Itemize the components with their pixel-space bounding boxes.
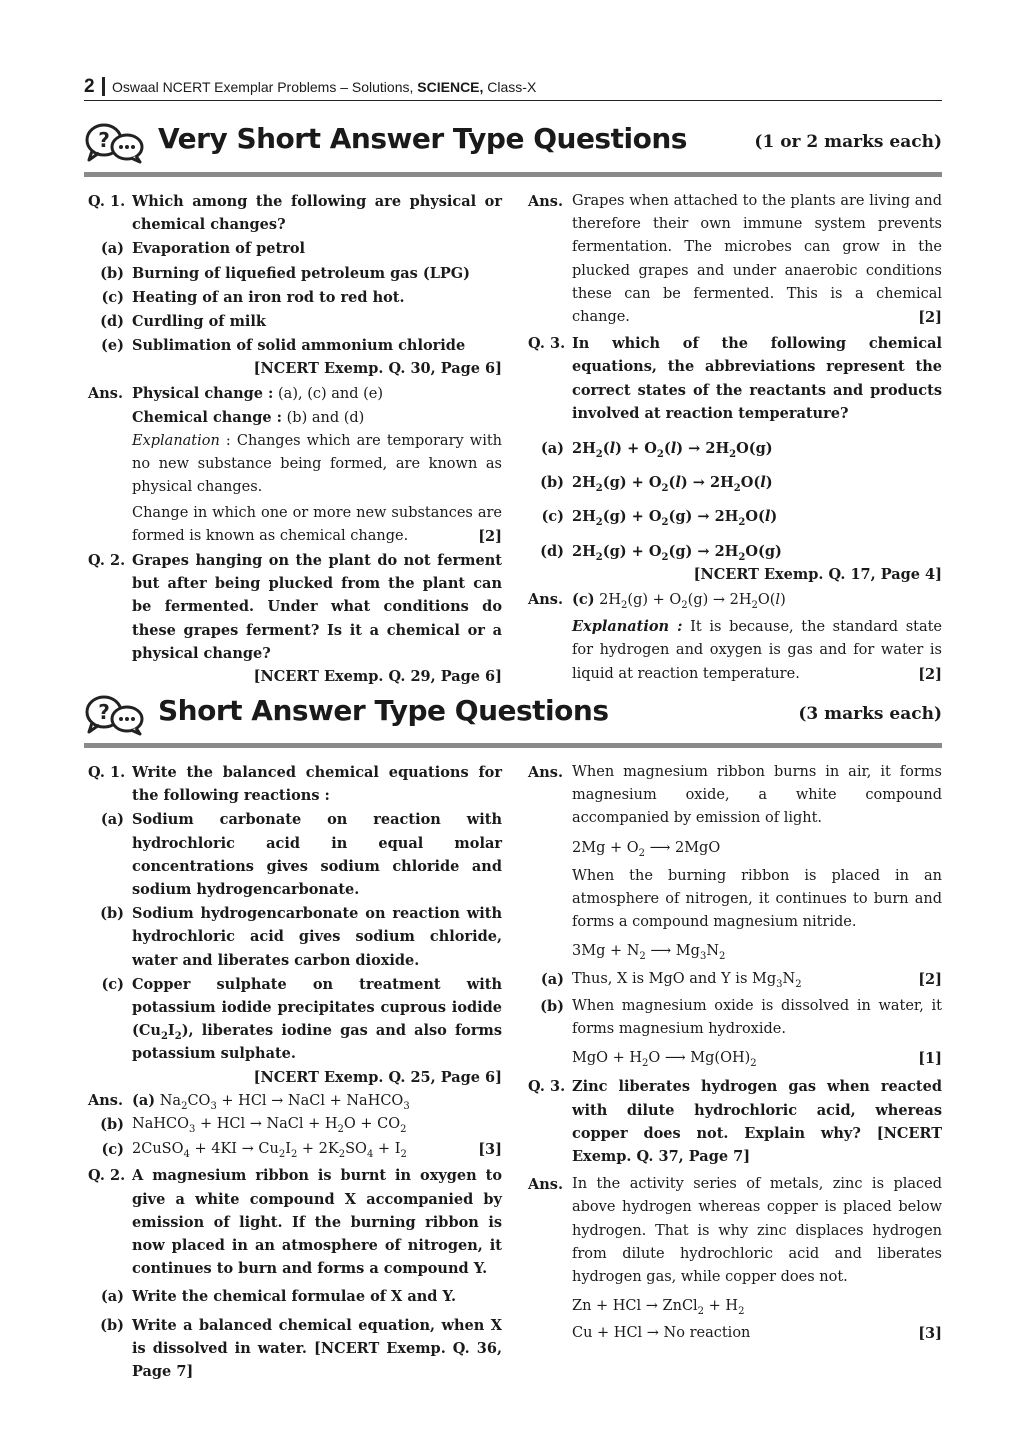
option-d: (d) Curdling of milk xyxy=(100,313,266,331)
reference: [NCERT Exemp. Q. 17, Page 4] xyxy=(693,565,942,583)
question-chat-icon xyxy=(84,694,146,736)
section-marks: (1 or 2 marks each) xyxy=(754,132,942,152)
answer-1c: (c) 2CuSO$_4$ + $4KI \to Cu_2I_2 + 2K_2SO_4 + I_2$ [3] xyxy=(101,1141,502,1161)
answer-2: Ans. When magnesium ribbon burns in air, it forms magnesium oxide, a white compound accompanied by emission of light. xyxy=(528,764,942,827)
question-3: Q. 3. In which of the following chemical equations, the abbreviations represent the correct states of the reactants and products involved at reaction temperature? xyxy=(528,335,942,422)
option-b: (b) Burning of liquefied petroleum gas (LPG) xyxy=(100,264,471,282)
equation-mgo: $2Mg + O_2$ ⟶ 2MgO xyxy=(572,839,721,859)
section2-left-column xyxy=(88,761,502,1383)
equation-b: (b) $2H_2(g) + O_2(l) \to 2H_2O(l)$ xyxy=(540,474,773,495)
equation-d: (d) $2H_2(g) + O_2(g) \to 2H_2O(g)$ xyxy=(540,542,782,563)
equation-mgoh2: MgO + $H_2O$ ⟶ $Mg(OH)_2$ [1] xyxy=(572,1050,942,1070)
option-b: (b) Sodium hydrogencarbonate on reaction with hydrochloric acid gives sodium chloride, water and liberates carbon dioxide. xyxy=(100,905,502,969)
question-3: Q. 3. Zinc liberates hydrogen gas when reacted with dilute hydrochloric acid, whereas copper does not. Explain why? [NCERT Exemp. Q. 37, Page 7] xyxy=(528,1078,942,1166)
book-title: Oswaal NCERT Exemplar Problems – Solutions, SCIENCE, Class-X xyxy=(112,79,537,95)
page-number: 2 xyxy=(84,76,95,97)
answer-1: Ans. Physical change : (a), (c) and (e) Chemical change : (b) and (d) Explanation : Changes which are temporary with no new substance being formed, are known as physical changes. Change in which one or more new substances are formed is known as chemical change. [2] xyxy=(88,384,502,545)
section1-left-column xyxy=(88,190,502,688)
equation-copper: Cu + HCl → No reaction [3] xyxy=(572,1325,942,1343)
reference: [NCERT Exemp. Q. 29, Page 6] xyxy=(253,668,502,686)
header-divider xyxy=(102,77,105,96)
answer-2b: (b) When magnesium oxide is dissolved in water, it forms magnesium hydroxide. xyxy=(540,997,942,1038)
answer-2: Ans. Grapes when attached to the plants are living and therefore their own immune system prevents fermentation. The microbes can grow in the plucked grapes and under anaerobic conditions these can be fermented. This is a chemical change. [2] xyxy=(528,193,942,327)
equation-a: (a) $2H_2(l) + O_2(l) \to 2H_2O(g)$ xyxy=(540,440,773,460)
section-marks: (3 marks each) xyxy=(798,704,942,724)
section-title: Short Answer Type Questions xyxy=(158,694,609,727)
question-2: Q. 2. Grapes hanging on the plant do not ferment but after being plucked from the plant can be fermented. Under what conditions do these grapes ferment? Is it a chemical or a physical change? xyxy=(88,552,502,662)
option-a: (a) Write the chemical formulae of X and Y. xyxy=(100,1288,457,1306)
section-title: Very Short Answer Type Questions xyxy=(158,122,687,155)
question-1: Q. 1. Which among the following are physical or chemical changes? xyxy=(88,193,502,234)
section-header-short xyxy=(84,690,942,742)
reference: [NCERT Exemp. Q. 30, Page 6] xyxy=(253,360,502,378)
answer-3: Ans. (c) $2H_2(g) + O_2(g) \to 2H_2O(l)$ Explanation : It is because, the standard state for hydrogen and oxygen is gas and for water is liquid at reaction temperature. [2] xyxy=(528,591,943,683)
running-header xyxy=(84,76,942,101)
section-rule xyxy=(84,743,942,748)
option-b: (b) Write a balanced chemical equation, when X is dissolved in water. [NCERT Exemp. Q. 36, Page 7] xyxy=(100,1316,502,1381)
equation-c: (c) $2H_2(g) + O_2(g) \to 2H_2O(l)$ xyxy=(541,508,778,529)
option-c: (c) Copper sulphate on treatment with potassium iodide precipitates cuprous iodide $(Cu_2I_2)$, liberates iodine gas and also forms potassium sulphate. xyxy=(101,975,502,1063)
section1-right-column xyxy=(528,190,942,686)
svg-text:?: ? xyxy=(98,700,110,724)
equation-zinc: Zn + HCl → ZnCl$_2$ + $H_2$ xyxy=(572,1298,745,1318)
svg-text:?: ? xyxy=(98,128,110,152)
option-a: (a) Evaporation of petrol xyxy=(100,240,306,258)
answer-2a: (a) Thus, X is MgO and Y is $Mg_3N_2$ [2] xyxy=(540,970,942,990)
question-1: Q. 1. Write the balanced chemical equations for the following reactions : xyxy=(88,764,502,805)
option-a: (a) Sodium carbonate on reaction with hydrochloric acid in equal molar concentrations gives sodium chloride and sodium hydrogencarbonate. xyxy=(100,811,502,899)
answer-1: Ans. (a) $Na_2CO_3$ + HCl → NaCl + NaHCO$_3$ xyxy=(88,1091,410,1112)
question-chat-icon xyxy=(84,122,146,164)
question-2: Q. 2. A magnesium ribbon is burnt in oxygen to give a white compound X accompanied by emission of light. If the burning ribbon is now placed in an atmosphere of nitrogen, it continues to burn and forms a compound Y. xyxy=(88,1167,502,1278)
section-rule xyxy=(84,172,942,177)
section-header-very-short xyxy=(84,118,942,170)
option-e: (e) Sublimation of solid ammonium chloride xyxy=(101,337,466,355)
answer-3: Ans. In the activity series of metals, zinc is placed above hydrogen whereas copper is placed below hydrogen. That is why zinc displaces hydrogen from dilute hydrochloric acid and liberates hydrogen gas, while copper does not. xyxy=(528,1176,942,1286)
option-c: (c) Heating of an iron rod to red hot. xyxy=(101,288,405,306)
reference: [NCERT Exemp. Q. 25, Page 6] xyxy=(253,1068,502,1086)
section2-right-column xyxy=(528,761,942,1346)
equation-mg3n2: $3Mg + N_2$ ⟶ $Mg_3N_2$ xyxy=(572,943,726,963)
answer-1b: (b) NaHCO$_3$ + HCl → NaCl + $H_2O + CO_2$ xyxy=(100,1116,407,1135)
answer-2-text2: When the burning ribbon is placed in an atmosphere of nitrogen, it continues to burn and forms a compound magnesium nitride. xyxy=(572,867,942,931)
